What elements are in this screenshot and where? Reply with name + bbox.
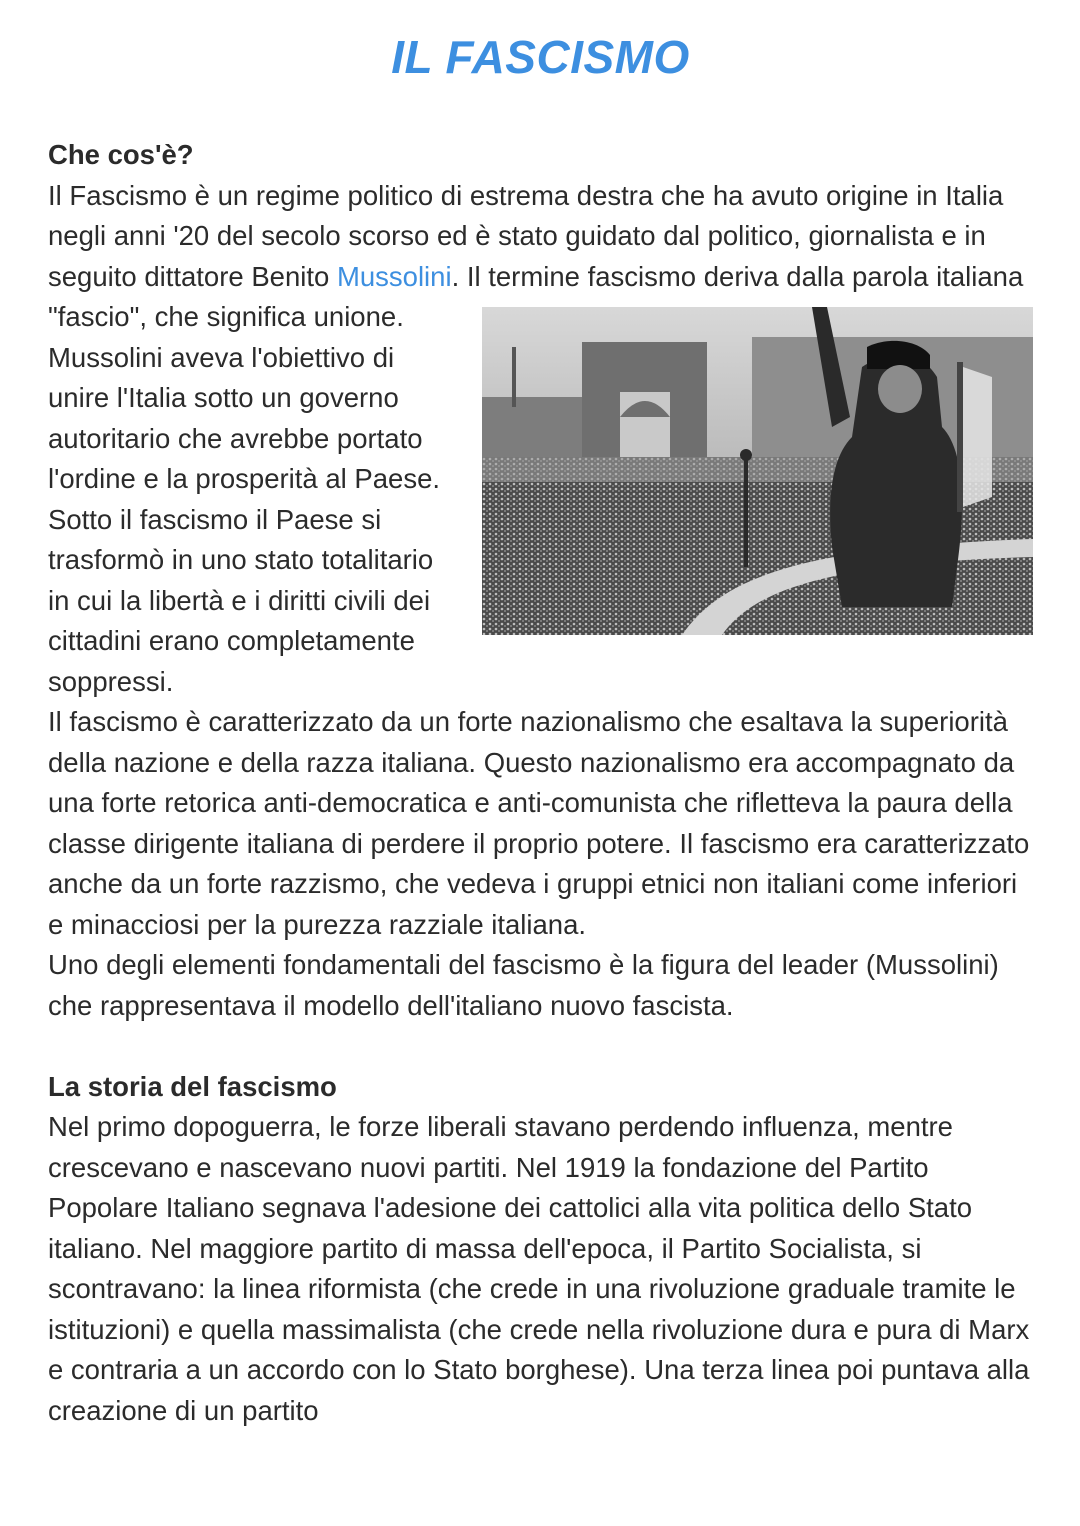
historical-photo bbox=[482, 307, 1033, 635]
paragraph-history: Nel primo dopoguerra, le forze liberali stavano perdendo influenza, mentre crescevano e nascevano nuovi partiti. Nel 1919 la fondazione del Partito Popolare Italiano segnava l'adesione dei cattolici alla vita politica dello Stato italiano. Nel maggiore partito di massa dell'epoca, il Partito Socialista, si scontravano: la linea riformista (che crede in una rivoluzione graduale tramite le istituzioni) e quella massimalista (che crede nella rivoluzione dura e pura di Marx e contraria a un accordo con lo Stato borghese). Una terza linea poi puntava alla creazione di un partito bbox=[48, 1111, 1030, 1426]
photo-image bbox=[482, 307, 1033, 635]
section-spacer bbox=[48, 1026, 1033, 1067]
paragraph-definition bbox=[48, 176, 1033, 703]
document-title: IL FASCISMO bbox=[391, 31, 690, 83]
mussolini-link[interactable]: Mussolini bbox=[336, 260, 452, 292]
paragraph-leader: Uno degli elementi fondamentali del fascismo è la figura del leader (Mussolini) che rappresentava il modello dell'italiano nuovo fascista. bbox=[48, 949, 999, 1021]
paragraph-nationalism: Il fascismo è caratterizzato da un forte nazionalismo che esaltava la superiorità della nazione e della razza italiana. Questo nazionalismo era accompagnato da una forte retorica anti-democratica e anti-comunista che rifletteva la paura della classe dirigente italiana di perdere il proprio potere. Il fascismo era caratterizzato anche da un forte razzismo, che vedeva i gruppi etnici non italiani come inferiori e minacciosi per la purezza razziale italiana. bbox=[48, 706, 1030, 940]
paragraph-definition-text-end: . Il termine fascismo bbox=[451, 260, 704, 292]
paragraph-definition-text-start: Il Fascismo è un regime politico di estrema destra che ha avuto origine in Italia negli anni '20 del secolo scorso ed è stato guidato dal politico, giornalista e in seguito dittatore Benito bbox=[48, 179, 1004, 292]
section-heading-history: La storia del fascismo bbox=[48, 1070, 337, 1102]
document-body bbox=[48, 135, 1033, 1431]
paragraph-definition-text-wrap: deriva dalla parola italiana "fascio", che significa unione. Mussolini aveva l'obiettivo di unire l'Italia sotto un governo autoritario che avrebbe portato l'ordine e la prosperità al Paese. Sotto il fascismo il Paese si trasformò in uno stato totalitario in cui la libertà e i diritti civili dei cittadini erano completamente soppressi. bbox=[48, 260, 1024, 697]
section-heading-what-is: Che cos'è? bbox=[48, 139, 194, 170]
